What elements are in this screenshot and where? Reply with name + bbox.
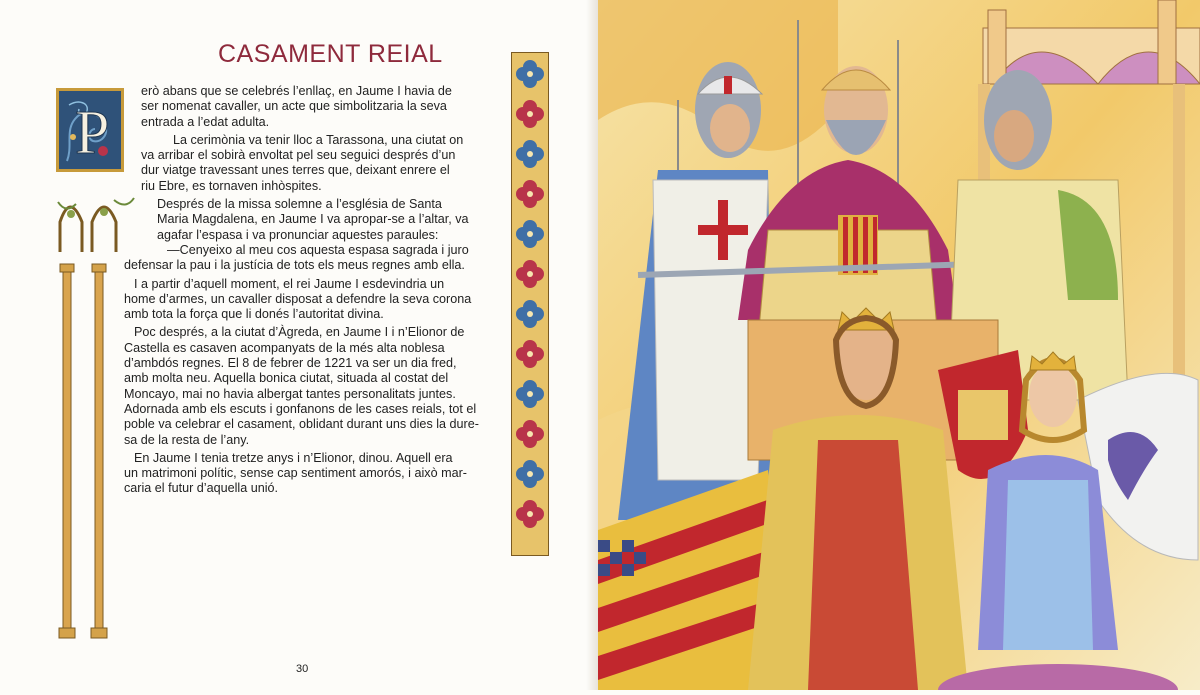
decorative-border-strip: [511, 52, 549, 556]
text-line: dur viatge travessant unes terres que, deixant enrere el: [141, 163, 450, 178]
text-line: La cerimònia va tenir lloc a Tarassona, una ciutat on: [173, 132, 464, 147]
text-line: —Cenyeixo al meu cos aquesta espasa sagrada i juro: [167, 242, 469, 257]
text-line: entrada a l’edat adulta.: [141, 114, 270, 129]
text-line: d’ambdós regnes. El 8 de febrer de 1221 va ser un dia fred,: [124, 356, 457, 371]
text-line: Poc després, a la ciutat d’Àgreda, en Jaume I i n’Elionor de: [134, 325, 465, 340]
text-line: En Jaume I tenia tretze anys i n’Elionor, dinou. Aquell era: [134, 450, 453, 465]
page-number: 30: [296, 663, 309, 675]
illustration-royal-wedding: [598, 0, 1200, 690]
text-line: agafar l’espasa i va pronunciar aquestes paraules:: [157, 227, 439, 242]
text-line: I a partir d’aquell moment, el rei Jaume I esdevindria un: [134, 276, 445, 291]
text-line: erò abans que se celebrés l’enllaç, en Jaume I havia de: [141, 84, 452, 98]
text-line: home d’armes, un cavaller disposat a defendre la seva corona: [124, 291, 472, 306]
text-line: amb molta neu. Aquella bonica ciutat, situada al costat del: [124, 371, 449, 386]
text-line: poble va celebrar el casament, oblidant durant uns dies la dure-: [124, 417, 479, 432]
text-line: ser nomenat cavaller, un acte que simbolitzaria la seva: [141, 99, 447, 114]
text-line: caria el futur d’aquella unió.: [124, 481, 279, 496]
text-line: va arribar el sobirà envoltat pel seu seguici després d’un: [141, 148, 456, 163]
text-line: sa de la resta de l’any.: [124, 432, 250, 447]
drop-cap-ornament: [59, 91, 121, 169]
text-line: Adornada amb els escuts i gonfanons de les cases reials, tot el: [124, 401, 477, 416]
text-line: Moncayo, mai no havia albergat tantes personalitats juntes.: [124, 386, 456, 401]
illuminated-drop-cap: [56, 88, 124, 172]
body-text: [124, 84, 507, 497]
text-line: riu Ebre, es tornaven inhòspites.: [141, 178, 322, 193]
text-line: Després de la missa solemne a l’església de Santa: [157, 197, 442, 212]
text-line: Castella es casaven acompanyats de la més alta noblesa: [124, 340, 445, 355]
text-line: amb tota la força que li donés l’autoritat divina.: [124, 307, 384, 322]
text-line: Maria Magdalena, en Jaume I va apropar-se a l’altar, va: [157, 212, 469, 227]
drop-cap-letter: P: [75, 99, 110, 167]
text-line: defensar la pau i la justícia de tots els meus regnes amb ella.: [124, 258, 465, 273]
page-title: CASAMENT REIAL: [218, 40, 443, 68]
text-line: un matrimoni polític, sense cap sentiment amorós, i això mar-: [124, 466, 467, 481]
